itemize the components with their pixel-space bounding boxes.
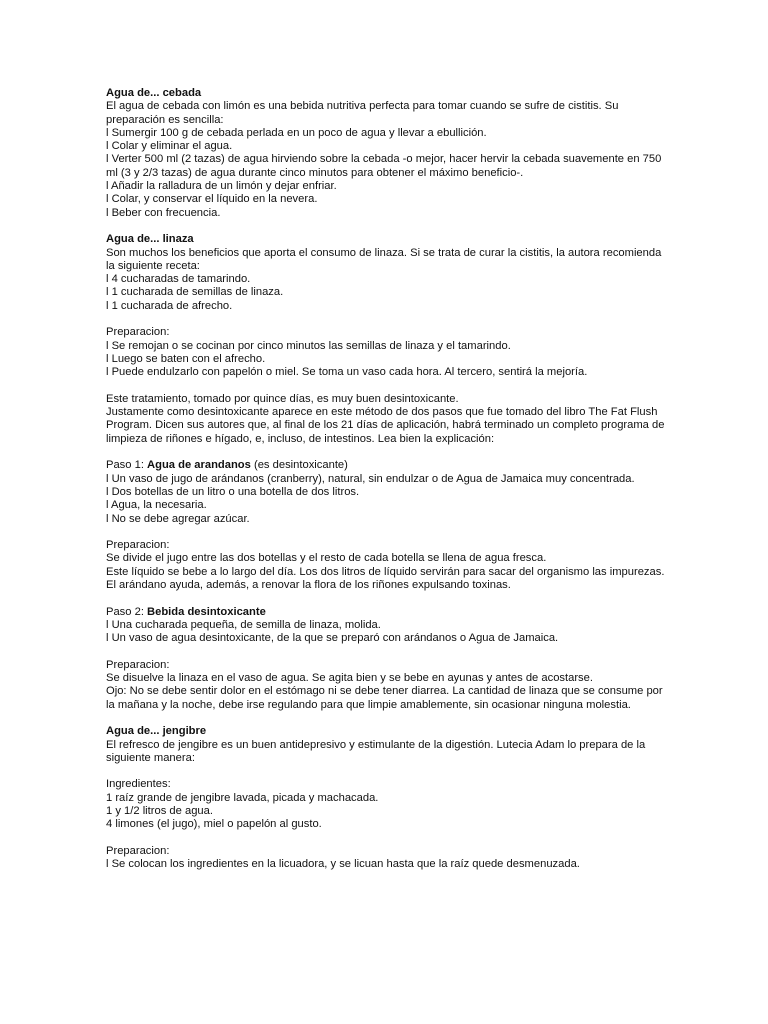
list-item: l Añadir la ralladura de un limón y dejar enfriar. <box>106 180 337 193</box>
prep-label: Preparacion: <box>106 539 170 552</box>
section-title-cebada: Agua de... cebada <box>106 87 202 99</box>
step-suffix: (es desintoxicante) <box>250 459 348 472</box>
step-title: Agua de arandanos <box>147 459 251 472</box>
list-item: l 4 cucharadas de tamarindo. <box>106 273 251 286</box>
list-item: l Se remojan o se cocinan por cinco minutos las semillas de linaza y el tamarindo. <box>106 339 511 352</box>
section-title-linaza: Agua de... linaza <box>106 233 194 246</box>
list-item: l Un vaso de agua desintoxicante, de la que se preparó con arándanos o Agua de Jamaica. <box>106 632 559 645</box>
prep-label: Preparacion: <box>106 844 170 857</box>
list-item: l Colar y eliminar el agua. <box>106 140 233 153</box>
list-item: l No se debe agregar azúcar. <box>106 512 250 525</box>
list-item: 1 raíz grande de jengibre lavada, picada y machacada. <box>106 791 379 804</box>
list-item: l 1 cucharada de afrecho. <box>106 299 233 312</box>
paragraph: Son muchos los beneficios que aporta el consumo de linaza. Si se trata de curar la cistitis, la autora recomienda la siguiente receta: <box>106 246 665 272</box>
paragraph: Se divide el jugo entre las dos botellas y el resto de cada botella se llena de agua fresca. <box>106 552 547 565</box>
list-item: l Sumergir 100 g de cebada perlada en un poco de agua y llevar a ebullición. <box>106 126 487 139</box>
paragraph: Ojo: No se debe sentir dolor en el estómago ni se debe tener diarrea. La cantidad de linaza que se consume por la mañana y la noche, debe irse regulando para que limpie amablemente, sin ocasionar ninguna molestia. <box>106 685 666 711</box>
step-prefix: Paso 2: <box>106 605 148 618</box>
list-item: l Colar, y conservar el líquido en la nevera. <box>106 193 318 206</box>
list-item: l Se colocan los ingredientes en la licuadora, y se licuan hasta que la raíz quede desmenuzada. <box>106 858 580 871</box>
list-item: 1 y 1/2 litros de agua. <box>106 805 213 818</box>
list-item: l Dos botellas de un litro o una botella de dos litros. <box>106 485 360 498</box>
ingredients-label: Ingredientes: <box>106 778 171 791</box>
list-item: l Verter 500 ml (2 tazas) de agua hirviendo sobre la cebada -o mejor, hacer hervir la cebada suavemente en 750 ml (3 y 2/3 tazas) de agua durante cinco minutos para obtener el máximo beneficio-. <box>106 153 665 179</box>
paragraph: Justamente como desintoxicante aparece en este método de dos pasos que fue tomado del libro The Fat Flush Program. Dicen sus autores que, al final de los 21 días de aplicación, habrá terminado un completo programa de limpieza de riñones e hígado, e, incluso, de intestinos. Lea bien la explicación: <box>106 406 668 445</box>
section-title-jengibre: Agua de... jengibre <box>106 725 207 738</box>
step-prefix: Paso 1: <box>106 459 148 472</box>
list-item: l Una cucharada pequeña, de semilla de linaza, molida. <box>106 618 381 631</box>
list-item: l Puede endulzarlo con papelón o miel. Se toma un vaso cada hora. Al tercero, sentirá la mejoría. <box>106 366 588 379</box>
paragraph: Se disuelve la linaza en el vaso de agua. Se agita bien y se bebe en ayunas y antes de acostarse. <box>106 672 593 685</box>
paragraph: El agua de cebada con limón es una bebida nutritiva perfecta para tomar cuando se sufre de cistitis. Su preparación es sencilla: <box>106 100 622 126</box>
list-item: l Un vaso de jugo de arándanos (cranberry), natural, sin endulzar o de Agua de Jamaica muy concentrada. <box>106 472 635 485</box>
prep-label: Preparacion: <box>106 326 170 339</box>
list-item: l Agua, la necesaria. <box>106 499 207 512</box>
paragraph: Este tratamiento, tomado por quince días, es muy buen desintoxicante. <box>106 392 459 405</box>
paragraph: El refresco de jengibre es un buen antidepresivo y estimulante de la digestión. Lutecia Adam lo prepara de la siguiente manera: <box>106 738 649 764</box>
prep-label: Preparacion: <box>106 658 170 671</box>
paragraph: Este líquido se bebe a lo largo del día. Los dos litros de líquido servirán para sacar del organismo las impurezas. El arándano ayuda, además, a renovar la flora de los riñones expulsando toxinas. <box>106 565 668 591</box>
step-heading-1 <box>106 459 666 472</box>
list-item: l Beber con frecuencia. <box>106 206 221 219</box>
step-title: Bebida desintoxicante <box>147 605 266 618</box>
list-item: 4 limones (el jugo), miel o papelón al gusto. <box>106 818 322 831</box>
list-item: l Luego se baten con el afrecho. <box>106 352 266 365</box>
list-item: l 1 cucharada de semillas de linaza. <box>106 286 284 299</box>
document-page <box>106 87 666 872</box>
step-heading-2 <box>106 606 666 619</box>
